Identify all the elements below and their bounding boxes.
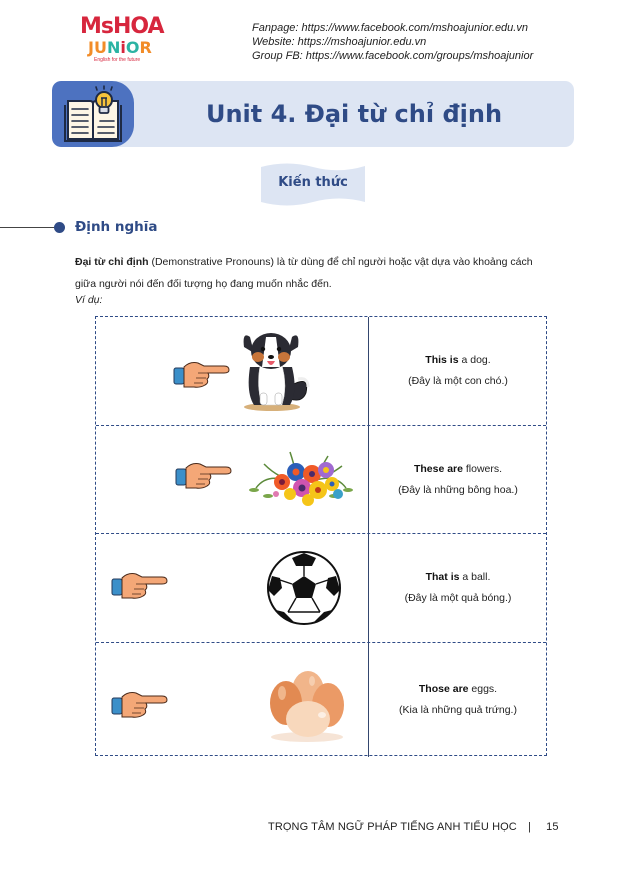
page-footer	[268, 821, 559, 833]
example-translation: (Đây là những bông hoa.)	[398, 483, 518, 496]
table-row	[96, 643, 546, 757]
website-link[interactable]: Website: https://mshoajunior.edu.vn	[252, 36, 427, 48]
example-translation: (Đây là một quả bóng.)	[404, 592, 512, 604]
example-label: Ví dụ:	[75, 294, 103, 306]
book-title: TRỌNG TÂM NGỮ PHÁP TIẾNG ANH TIỂU HỌC	[268, 821, 517, 833]
definition-term: Đại từ chỉ định	[75, 256, 149, 268]
soccer-ball-image	[266, 550, 342, 626]
logo-tagline: English for the future	[94, 57, 141, 63]
image-cell	[96, 317, 369, 425]
table-row	[96, 534, 546, 643]
section-connector-line	[0, 227, 56, 228]
page-number: 15	[546, 821, 559, 833]
section-tag	[259, 162, 367, 206]
fanpage-link[interactable]: Fanpage: https://www.facebook.com/mshoajunior.edu.vn	[252, 22, 528, 34]
image-cell	[96, 534, 369, 642]
logo-text-mshoa: MsHOA	[80, 14, 164, 39]
sentence-cell	[370, 317, 546, 425]
example-translation: (Kia là những quả trứng.)	[399, 704, 517, 716]
section-bullet-dot	[54, 222, 65, 233]
banner-icon-box	[52, 81, 134, 147]
page-title: Unit 4. Đại từ chỉ định	[205, 100, 503, 128]
section-tag-label: Kiến thức	[278, 175, 348, 190]
section-heading: Định nghĩa	[75, 219, 158, 235]
image-cell	[96, 426, 369, 533]
table-row	[96, 317, 546, 426]
contact-info	[252, 21, 533, 63]
image-cell	[96, 643, 369, 757]
example-sentence: That is a ball.	[425, 571, 491, 583]
eggs-image	[264, 667, 350, 743]
definition-paragraph	[75, 251, 555, 295]
footer-separator: |	[527, 821, 531, 833]
definition-text: (Demonstrative Pronouns) là từ dùng để chỉ người hoặc vật dựa vào khoảng cách giữa người nói đến đối tượng họ đang muốn nhắc đến.	[75, 256, 533, 290]
pointing-hand-icon	[174, 458, 234, 492]
open-book-lightbulb-icon	[62, 85, 124, 143]
sentence-cell	[370, 426, 546, 533]
sentence-cell	[370, 534, 546, 642]
example-sentence: This is a dog.	[425, 354, 491, 366]
pointing-hand-icon	[110, 568, 170, 602]
pointing-hand-icon	[110, 687, 170, 721]
table-row	[96, 426, 546, 534]
sentence-cell	[370, 643, 546, 757]
logo-text-junior: JUNiOR	[88, 38, 152, 57]
dog-image	[236, 327, 314, 413]
example-translation: (Đây là một con chó.)	[408, 375, 508, 387]
unit-title-banner	[52, 81, 574, 147]
example-sentence: These are flowers.	[413, 462, 503, 475]
brand-logo	[78, 14, 178, 66]
examples-table	[95, 316, 547, 756]
flowers-image	[246, 444, 356, 508]
example-sentence: Those are eggs.	[418, 683, 498, 695]
group-link[interactable]: Group FB: https://www.facebook.com/groups/mshoajunior	[252, 50, 534, 62]
pointing-hand-icon	[172, 357, 232, 391]
